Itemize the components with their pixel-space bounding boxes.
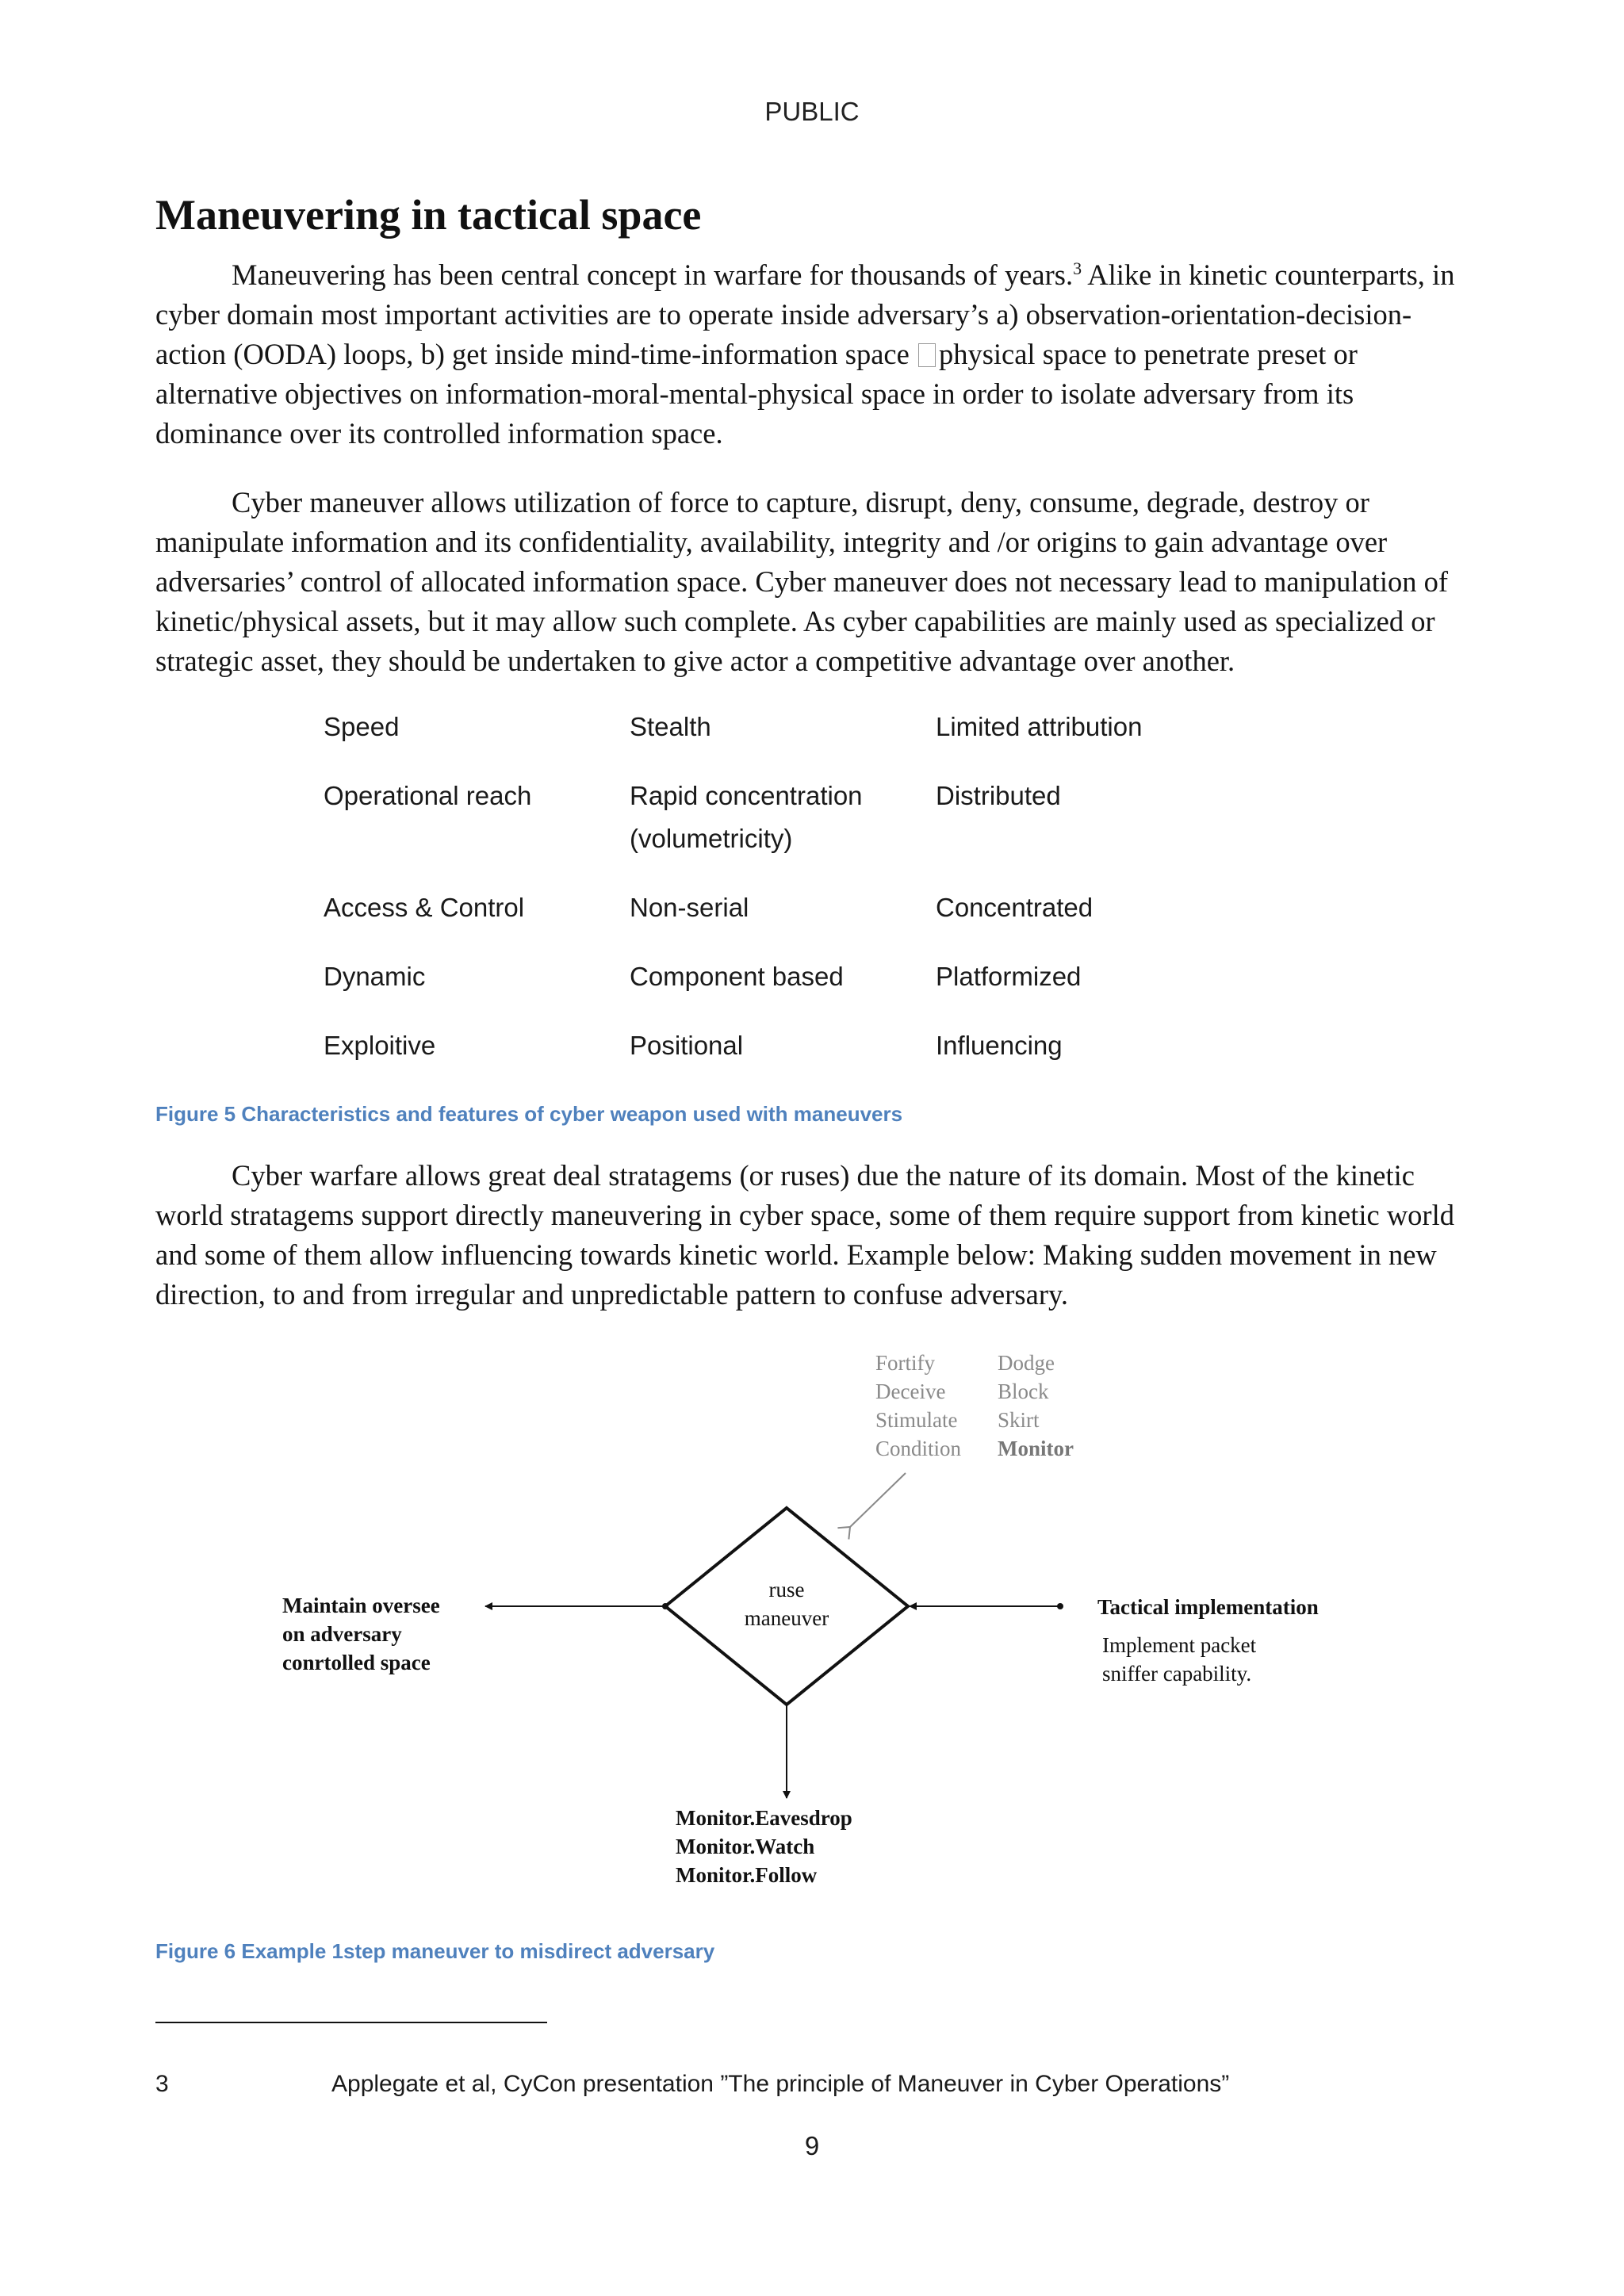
ruse-option: Stimulate [875,1408,958,1432]
table-cell: Rapid concentration (volumetricity) [630,781,863,853]
characteristics-table [324,706,1275,1093]
ruse-option: Fortify [875,1351,936,1375]
ruse-option: Condition [875,1437,962,1460]
table-cell: Influencing [936,1031,1063,1060]
ruse-option: Skirt [998,1408,1040,1432]
table-row [324,886,1275,929]
tactical-title: Tactical implementation [1097,1595,1319,1619]
paragraph-text: Maneuvering has been central concept in warfare for thousands of years. [232,258,1074,291]
outcome-line: Monitor.Eavesdrop [676,1806,852,1830]
figure-6-caption: Figure 6 Example 1step maneuver to misdirect adversary [155,1939,715,1963]
paragraph-stratagems: Cyber warfare allows great deal stratagems (or ruses) due the nature of its domain. Most of the kinetic world stratagems support directly maneuvering in cyber space, some of them require support from kinetic world and some of them allow influencing towards kinetic world. Example below: Making sudden movement in new direction, to and from irregular and unpredictable pattern to confuse adversary. [155,1159,1454,1311]
tactical-detail: sniffer capability. [1102,1662,1252,1686]
outcome-line: Maintain oversee [282,1594,440,1617]
classification-header: PUBLIC [764,97,860,126]
outcome-line: Monitor.Watch [676,1835,815,1858]
table-row [324,1024,1275,1067]
ruse-option: Block [998,1380,1049,1403]
left-outcome [282,1594,440,1674]
table-row [324,955,1275,998]
footnote-reference[interactable]: 3 [1073,258,1082,278]
connector-dot [662,1603,668,1609]
outcome-line: conrtolled space [282,1651,431,1674]
table-cell: Distributed [936,781,1061,810]
footnote-text: Applegate et al, CyCon presentation ”The principle of Maneuver in Cyber Operations” [331,2071,1230,2097]
figure-5-caption: Figure 5 Characteristics and features of cyber weapon used with maneuvers [155,1102,903,1126]
diamond-label: ruse [768,1578,805,1601]
table-row [324,706,1275,748]
ruse-option: Deceive [875,1380,946,1403]
footnote-number: 3 [155,2071,169,2097]
paragraph-text: Alike in kinetic counterparts, in cyber domain most important activities are to operate inside adversary’s a) observation-orientation-decision-action (OODA) loops, b) get inside mind-time-information space [155,258,1455,370]
paragraph-maneuvering-intro [155,255,1472,453]
ruse-option: Dodge [998,1351,1055,1375]
table-cell: Operational reach [324,781,532,810]
table-cell: Speed [324,712,400,741]
table-cell: Stealth [630,712,711,741]
connector-dot [1057,1603,1063,1609]
ruse-option-selected: Monitor [998,1437,1074,1460]
paragraph-cyber-maneuver: Cyber maneuver allows utilization of force to capture, disrupt, deny, consume, degrade, destroy or manipulate information and its confidentiality, availability, integrity and /or origins to gain advantage over adversaries’ control of allocated information space. Cyber maneuver does not necessary lead to manipulation of kinetic/physical assets, but it may allow such complete. As cyber capabilities are mainly used as specialized or strategic asset, they should be undertaken to give actor a competitive advantage over another. [155,486,1449,677]
table-cell: Positional [630,1031,744,1060]
outcome-line: on adversary [282,1622,402,1646]
page-number: 9 [804,2131,820,2160]
table-cell: Platformized [936,962,1082,991]
right-outcome [1097,1595,1319,1686]
ruse-options-list [875,1351,1074,1460]
table-cell: Limited attribution [936,712,1143,741]
bottom-outcome [676,1806,852,1887]
table-cell: Non-serial [630,893,749,922]
footnote-separator [155,2022,547,2023]
table-row [324,775,1275,860]
table-cell: Exploitive [324,1031,436,1060]
outcome-line: Monitor.Follow [676,1863,818,1887]
ruse-maneuver-diagram [0,1340,1624,1911]
pointer-arrow [850,1473,906,1527]
table-cell: Dynamic [324,962,426,991]
diamond-label: maneuver [744,1606,829,1630]
table-cell: Concentrated [936,893,1094,922]
missing-glyph-icon [918,343,936,367]
section-title: Maneuvering in tactical space [155,191,702,239]
tactical-detail: Implement packet [1102,1633,1257,1657]
table-cell: Component based [630,962,844,991]
table-cell: Access & Control [324,893,525,922]
paragraph-text: physical space to penetrate preset or alternative objectives on information-moral-mental-physical space in order to isolate adversary from its dominance over its controlled information space. [155,338,1358,450]
